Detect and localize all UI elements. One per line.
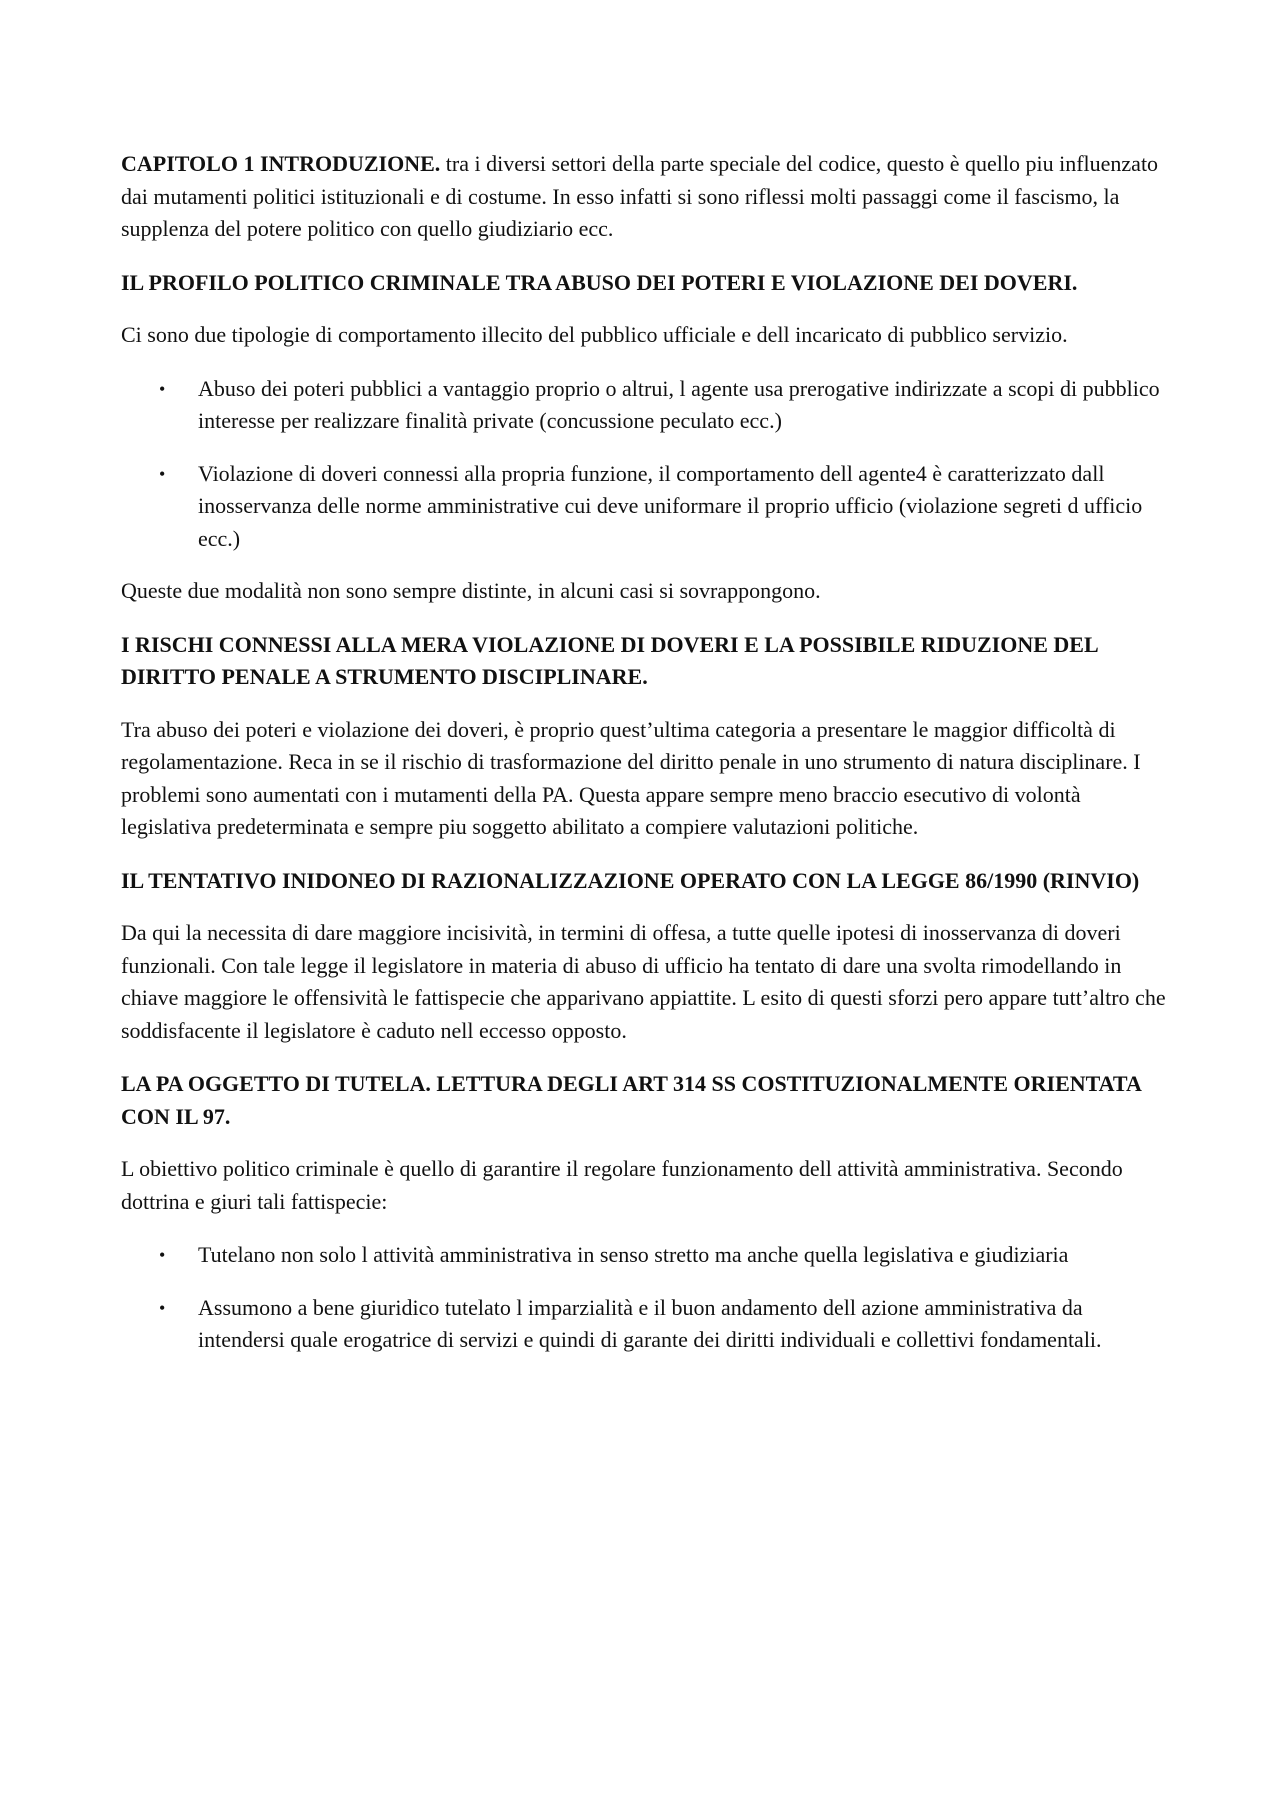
intro-paragraph <box>121 148 1166 246</box>
bullet-list <box>121 1239 1166 1357</box>
bullet-icon: • <box>159 378 166 399</box>
section-heading: LA PA OGGETTO DI TUTELA. LETTURA DEGLI ART 314 SS COSTITUZIONALMENTE ORIENTATA CON IL 97. <box>121 1071 1141 1129</box>
body-paragraph: Ci sono due tipologie di comportamento illecito del pubblico ufficiale e dell incaricato di pubblico servizio. <box>121 322 1068 347</box>
list-item: • Violazione di doveri connessi alla propria funzione, il comportamento dell agente4 è caratterizzato dall inosservanza delle norme amministrative cui deve uniformare il proprio ufficio (violazione segreti d ufficio ecc.) <box>121 458 1166 556</box>
list-item: • Tutelano non solo l attività amministrativa in senso stretto ma anche quella legislativa e giudiziaria <box>121 1239 1166 1272</box>
body-paragraph: Queste due modalità non sono sempre distinte, in alcuni casi si sovrappongono. <box>121 578 821 603</box>
body-paragraph: Tra abuso dei poteri e violazione dei doveri, è proprio quest’ultima categoria a presentare le maggior difficoltà di regolamentazione. Reca in se il rischio di trasformazione del diritto penale in uno strumento di natura disciplinare. I problemi sono aumentati con i mutamenti della PA. Questa appare sempre meno braccio esecutivo di volontà legislativa predeterminata e sempre piu soggetto abilitato a compiere valutazioni politiche. <box>121 716 1141 839</box>
section-heading: IL TENTATIVO INIDONEO DI RAZIONALIZZAZIONE OPERATO CON LA LEGGE 86/1990 (RINVIO) <box>121 867 1140 893</box>
section-heading: I RISCHI CONNESSI ALLA MERA VIOLAZIONE DI DOVERI E LA POSSIBILE RIDUZIONE DEL DIRITTO PENALE A STRUMENTO DISCIPLINARE. <box>121 631 1098 689</box>
document-page <box>121 148 1166 1377</box>
bullet-icon: • <box>159 1245 166 1265</box>
list-item: • Assumono a bene giuridico tutelato l imparzialità e il buon andamento dell azione amministrativa da intendersi quale erogatrice di servizi e quindi di garante dei diritti individuali e collettivi fondamentali. <box>121 1292 1166 1357</box>
section-heading: IL PROFILO POLITICO CRIMINALE TRA ABUSO DEI POTERI E VIOLAZIONE DEI DOVERI. <box>121 269 1078 295</box>
list-item: • Abuso dei poteri pubblici a vantaggio proprio o altrui, l agente usa prerogative indirizzate a scopi di pubblico interesse per realizzare finalità private (concussione peculato ecc.) <box>121 373 1166 438</box>
body-paragraph: Da qui la necessita di dare maggiore incisività, in termini di offesa, a tutte quelle ipotesi di inosservanza di doveri funzionali. Con tale legge il legislatore in materia di abuso di ufficio ha tentato di dare una svolta rimodellando in chiave maggiore le offensività le fattispecie che apparivano appiattite. L esito di questi sforzi pero appare tutt’altro che soddisfacente il legislatore è caduto nell eccesso opposto. <box>121 920 1166 1043</box>
intro-text: tra i diversi settori della parte speciale del codice, questo è quello piu influenzato dai mutamenti politici istituzionali e di costume. In esso infatti si sono riflessi molti passaggi come il fascismo, la supplenza del potere politico con quello giudiziario ecc. <box>121 151 1159 241</box>
chapter-title: CAPITOLO 1 INTRODUZIONE. <box>121 151 441 176</box>
bullet-list <box>121 373 1166 556</box>
bullet-icon: • <box>159 1297 166 1318</box>
bullet-icon: • <box>159 463 166 484</box>
body-paragraph: L obiettivo politico criminale è quello di garantire il regolare funzionamento dell attività amministrativa. Secondo dottrina e giuri tali fattispecie: <box>121 1156 1123 1214</box>
